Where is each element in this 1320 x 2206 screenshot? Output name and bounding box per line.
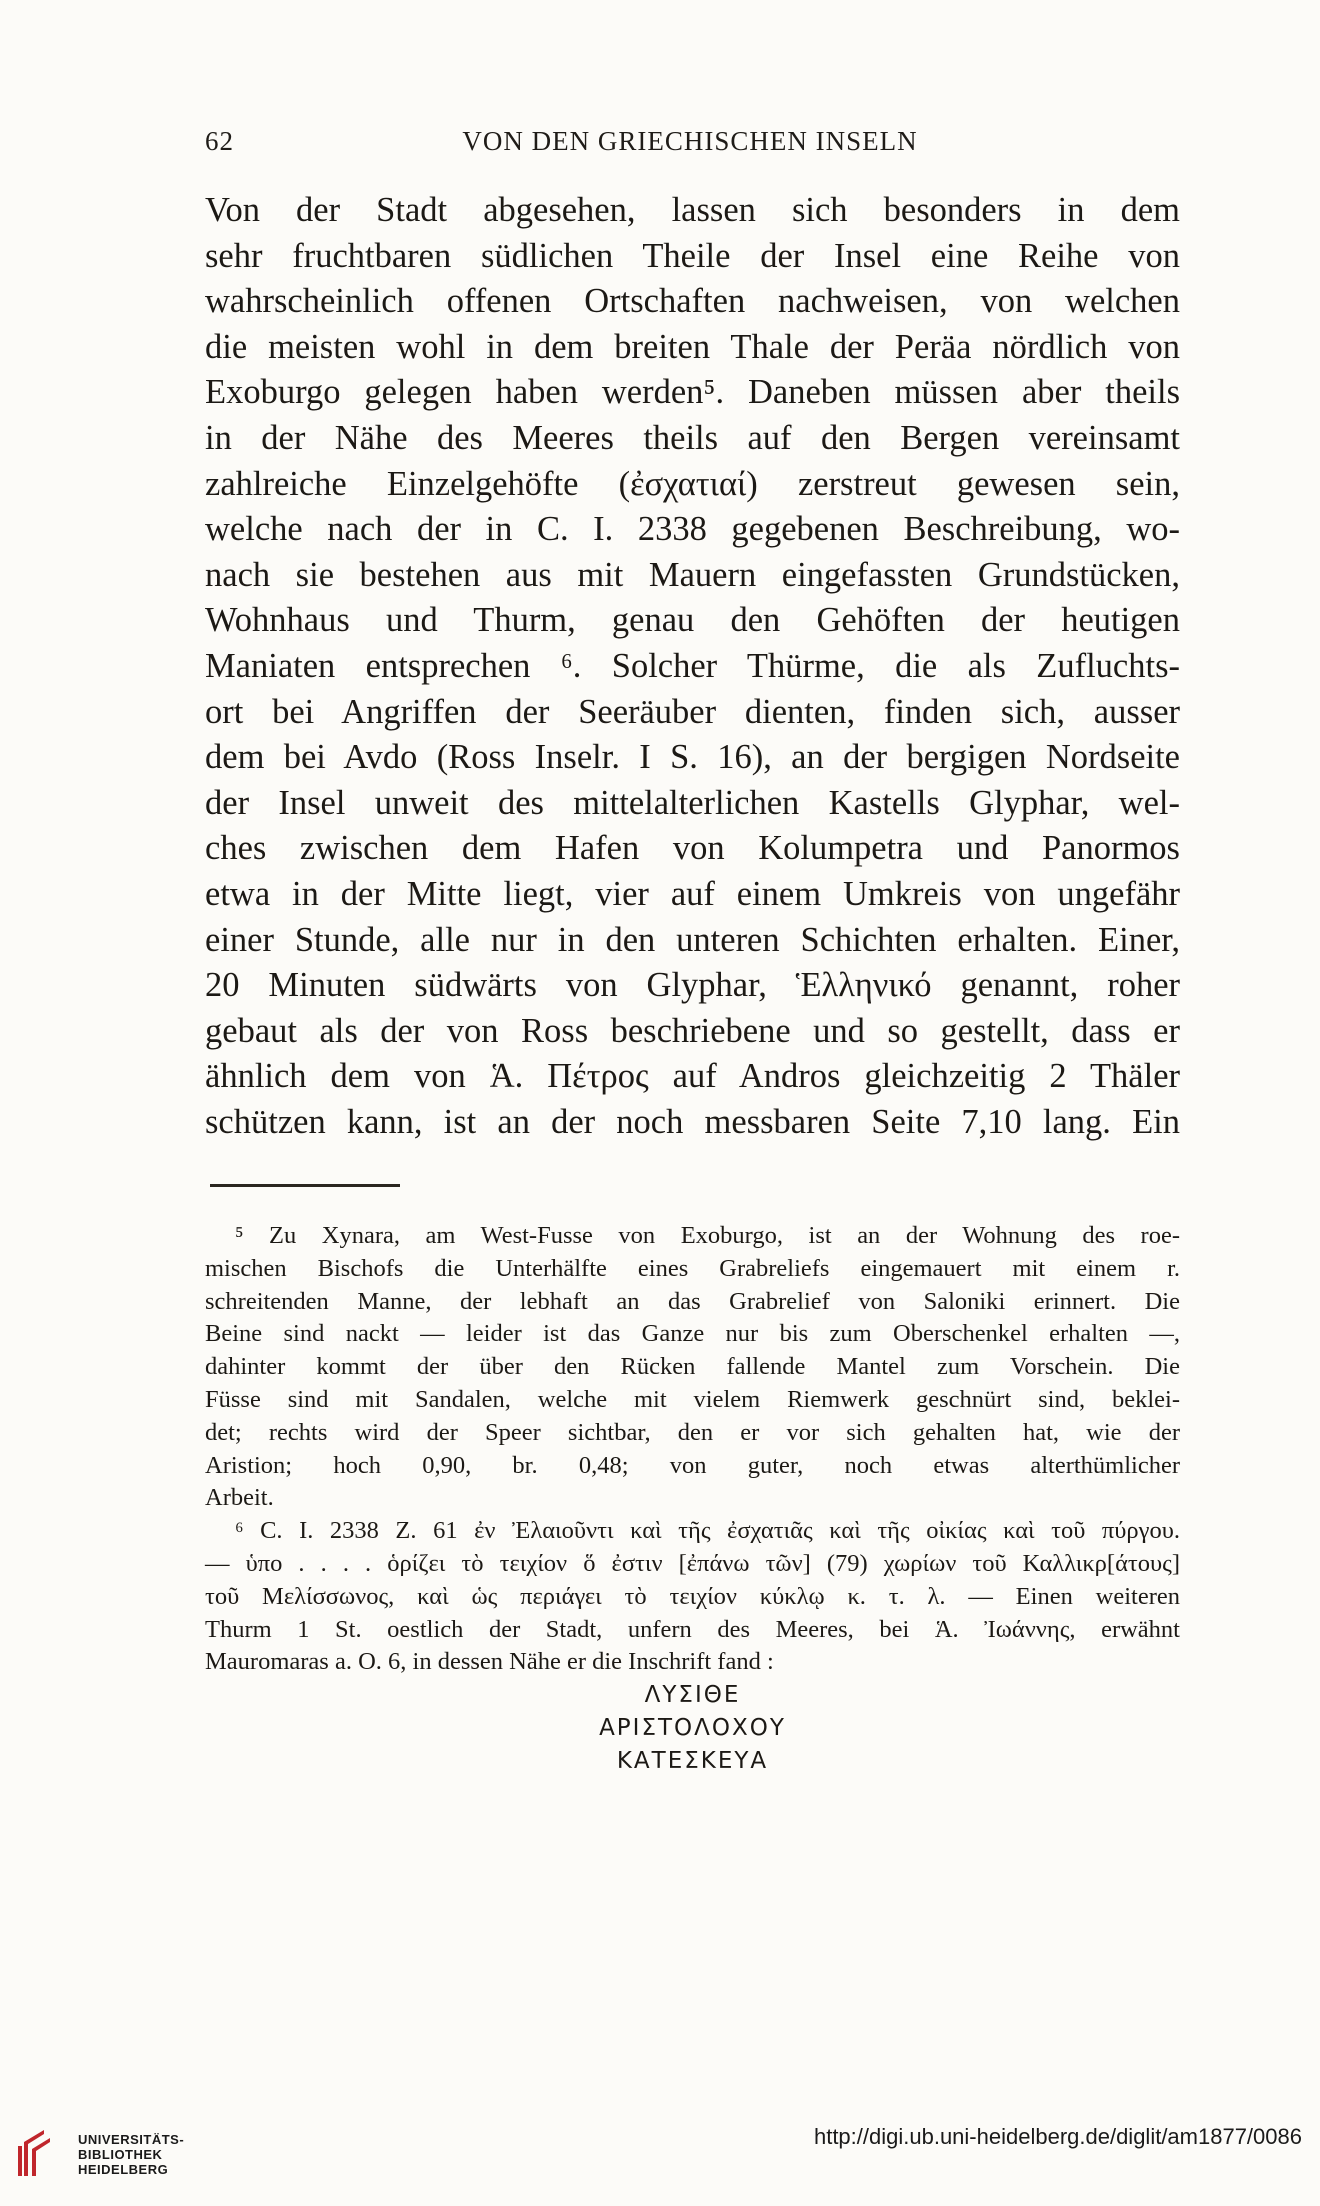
- inscription-line: ΚΑΤΕΣΚΕΥΑ: [616, 1748, 769, 1775]
- page-header: [205, 126, 1175, 166]
- footnote-5-line: det; rechts wird der Speer sichtbar, den er vor sich gehalten hat, wie der: [205, 1418, 1180, 1446]
- inscription-line: ΛΥΣΙΘΕ: [644, 1682, 741, 1709]
- body-line: einer Stunde, alle nur in den unteren Schichten erhalten. Einer,: [205, 920, 1180, 959]
- footnote-5-line: ⁵ Zu Xynara, am West-Fusse von Exoburgo, ist an der Wohnung des roe-: [235, 1222, 1180, 1249]
- footnote-5-line: Aristion; hoch 0,90, br. 0,48; von guter, noch etwas alterthümlicher: [205, 1451, 1180, 1479]
- footnote-6-line: τοῦ Μελίσσωνος, καὶ ὡς περιάγει τὸ τειχίον κύκλῳ κ. τ. λ. — Einen weiteren: [205, 1582, 1180, 1610]
- inscription-line: ΑΡΙΣΤΟΛΟΧΟΥ: [599, 1715, 786, 1742]
- page-footer: [0, 2110, 1320, 2206]
- body-line: welche nach der in C. I. 2338 gegebenen Beschreibung, wo-: [205, 510, 1180, 549]
- body-line: die meisten wohl in dem breiten Thale der Peräa nördlich von: [205, 327, 1180, 366]
- body-line: ort bei Angriffen der Seeräuber dienten, finden sich, ausser: [205, 692, 1180, 731]
- body-line: Von der Stadt abgesehen, lassen sich besonders in dem: [205, 191, 1180, 229]
- footnote-6-line: Thurm 1 St. oestlich der Stadt, unfern des Meeres, bei Ἁ. Ἰωάννης, erwähnt: [205, 1615, 1180, 1643]
- footnote-5-line: mischen Bischofs die Unterhälfte eines Grabreliefs eingemauert mit einem r.: [205, 1254, 1180, 1282]
- body-line: Maniaten entsprechen ⁶. Solcher Thürme, die als Zufluchts-: [205, 646, 1180, 685]
- source-url-link[interactable]: http://digi.ub.uni-heidelberg.de/diglit/am1877/0086: [813, 2124, 1302, 2149]
- library-name-line: HEIDELBERG: [78, 2162, 169, 2177]
- body-line: ches zwischen dem Hafen von Kolumpetra und Panormos: [205, 829, 1180, 868]
- library-name-line: BIBLIOTHEK: [78, 2147, 163, 2162]
- footnotes: [205, 1220, 1180, 1778]
- footnote-5-line: Füsse sind mit Sandalen, welche mit vielem Riemwerk geschnürt sind, beklei-: [205, 1385, 1180, 1413]
- footnote-5-line: schreitenden Manne, der lebhaft an das Grabrelief von Saloniki erinnert. Die: [205, 1287, 1180, 1315]
- footnote-6-line: Mauromaras a. O. 6, in dessen Nähe er die Inschrift fand :: [205, 1648, 774, 1676]
- footnote-5-line: Arbeit.: [205, 1484, 274, 1512]
- body-line: 20 Minuten südwärts von Glyphar, Ἑλληνικό genannt, roher: [205, 966, 1180, 1005]
- library-name: [78, 2132, 184, 2177]
- body-line: ähnlich dem von Ἁ. Πέτρος auf Andros gleichzeitig 2 Thäler: [205, 1057, 1180, 1096]
- main-text: [205, 188, 1180, 1145]
- body-line: in der Nähe des Meeres theils auf den Bergen vereinsamt: [205, 418, 1180, 457]
- body-line: wahrscheinlich offenen Ortschaften nachweisen, von welchen: [205, 282, 1180, 321]
- library-logo-icon: [14, 2124, 54, 2180]
- library-name-line: UNIVERSITÄTS-: [78, 2132, 185, 2147]
- footnote-6-line: — ὑπο . . . . ὁρίζει τὸ τειχίον ὅ ἐστιν [ἐπάνω τῶν] (79) χωρίων τοῦ Καλλικρ[άτους]: [205, 1549, 1180, 1577]
- body-line: gebaut als der von Ross beschriebene und so gestellt, dass er: [205, 1011, 1180, 1050]
- body-line: etwa in der Mitte liegt, vier auf einem Umkreis von ungefähr: [205, 874, 1180, 913]
- footnote-6-line: ⁶ C. I. 2338 Z. 61 ἐν Ἐλαιοῦντι καὶ τῆς ἐσχατιᾶς καὶ τῆς οἰκίας καὶ τοῦ πύργου.: [235, 1517, 1180, 1545]
- footnote-separator: [210, 1184, 400, 1187]
- body-line: Exoburgo gelegen haben werden⁵. Daneben müssen aber theils: [205, 373, 1180, 412]
- footnote-5-line: dahinter kommt der über den Rücken fallende Mantel zum Vorschein. Die: [205, 1353, 1180, 1381]
- footnote-5-line: Beine sind nackt — leider ist das Ganze nur bis zum Oberschenkel erhalten —,: [205, 1320, 1180, 1348]
- body-line: Wohnhaus und Thurm, genau den Gehöften der heutigen: [205, 601, 1180, 640]
- page-number: 62: [205, 126, 234, 156]
- body-line: dem bei Avdo (Ross Inselr. I S. 16), an der bergigen Nordseite: [205, 738, 1180, 777]
- body-line: sehr fruchtbaren südlichen Theile der Insel eine Reihe von: [205, 236, 1180, 275]
- body-line: schützen kann, ist an der noch messbaren Seite 7,10 lang. Ein: [205, 1102, 1180, 1141]
- body-line: nach sie bestehen aus mit Mauern eingefassten Grundstücken,: [205, 555, 1180, 594]
- running-title: VON DEN GRIECHISCHEN INSELN: [462, 126, 918, 156]
- body-line: zahlreiche Einzelgehöfte (ἐσχατιαί) zerstreut gewesen sein,: [205, 464, 1180, 503]
- body-line: der Insel unweit des mittelalterlichen Kastells Glyphar, wel-: [205, 783, 1180, 822]
